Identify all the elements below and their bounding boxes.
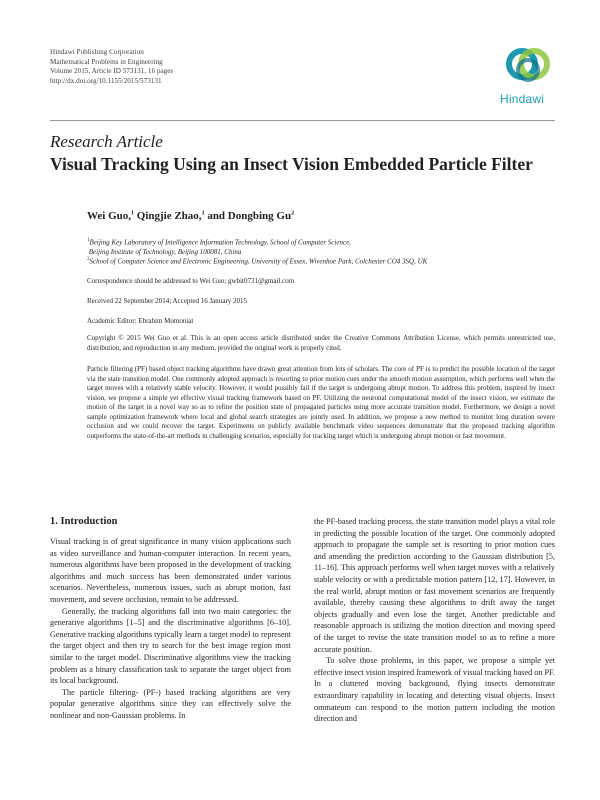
article-title: Visual Tracking Using an Insect Vision Embedded Particle Filter: [50, 154, 533, 174]
publisher-name: Hindawi Publishing Corporation: [50, 48, 144, 56]
journal-name: Mathematical Problems in Engineering: [50, 57, 163, 66]
left-column: [50, 536, 291, 722]
academic-editor: Academic Editor: Ebrahim Momoniat: [87, 317, 194, 325]
paragraph: Generally, the tracking algorithms fall into two main categories: the generative algorithms [1–5] and the discriminative algorithms [6–10]. Generative tracking algorithms typically learn a target model to represent the target object and then try to search for the best image region most similar to the target model. Discriminative algorithms view the tracking problem as a binary classification task to separate the target object from its local background.: [50, 606, 291, 686]
affiliation-mark: 2: [87, 257, 90, 262]
paragraph: the PF-based tracking process, the state transition model plays a vital role in predicting the possible location of the target. One commonly adopted approach to propagate the sample set is resorting to prior motion cues and amending the prediction according to the Gaussian distribution [5, 11–16]. This approach performs well when target moves with a relatively stable velocity or with a predictable motion pattern [12, 17]. However, in the real world, abrupt motion or fast movement scenarios are frequently available, thereby causing these algorithms to drift away the target objects gradually and even lose the target. Another predictable and reasonable approach is utilizing the motion direction and moving speed of the target to revise the state transition model so as to refine a more accurate position.: [314, 517, 556, 654]
section-heading-introduction: 1. Introduction: [50, 516, 118, 527]
affiliation-2: [87, 255, 557, 267]
affiliation-text: Beijing Institute of Technology, Beijing 100081, China: [88, 247, 242, 256]
author-affil-mark: 1: [131, 210, 135, 217]
hindawi-logo-icon: [504, 44, 552, 90]
paragraph: Visual tracking is of great significance in many vision applications such as video surveillance and human-computer interaction. In recent years, numerous algorithms have been proposed in the development of tracking algorithms and much success has been demonstrated under various scenarios. Nevertheless, numerous issues, such as abrupt motion, fast movement, and severe occlusion, remain to be addressed.: [50, 537, 291, 604]
received-accepted-dates: Received 22 September 2014; Accepted 16 January 2015: [87, 297, 247, 305]
affiliation-text: Beijing Key Laboratory of Intelligence Information Technology, School of Computer Science,: [89, 238, 351, 247]
author-name: and Dongbing Gu: [207, 210, 292, 222]
copyright-notice: Copyright © 2015 Wei Guo et al. This is an open access article distributed under the Creative Commons Attribution License, which permits unrestricted use, distribution, and reproduction in any medium, provided the original work is properly cited.: [87, 334, 555, 352]
paragraph: To solve those problems, in this paper, we propose a simple yet effective insect vision inspired framework of visual tracking based on PF. In a cluttered moving background, flying insects demonstrate extraordinary capability in locating and detecting visual objects. Insect ommateum can respond to the motion pattern including the motion direction and: [314, 656, 555, 724]
author-name: Qingjie Zhao,: [136, 210, 202, 222]
paragraph: The particle filtering- (PF-) based tracking algorithms are very popular generative algorithms since they can effectively solve the nonlinear and non-Gaussian problems. In: [50, 687, 291, 720]
right-column: [314, 516, 555, 725]
hindawi-logo-text: Hindawi: [500, 92, 545, 106]
author-list: [87, 210, 294, 222]
affiliation-text: School of Computer Science and Electronic Engineering, University of Essex, Wivenhoe Park, Colchester CO4 3SQ, UK: [89, 257, 428, 266]
publication-info: [50, 48, 173, 86]
abstract: Particle filtering (PF) based object tracking algorithms have drawn great attention from lots of scholars. The core of PF is to predict the possible location of the target via the state transition model. One commonly adopted approach is resorting to prior motion cues under the smooth motion assumption, which performs well when the target moves with a relatively stable velocity. However, it would possibly fail if the target is undergoing abrupt motion. To address this problem, inspired by insect vision, we propose a simple yet effective visual tracking framework based on PF. Utilizing the neuronal computational model of the insect vision, we estimate the motion of the target in a novel way so as to refine the position state of propagated particles using more accurate transition model. Furthermore, we design a novel sample optimization framework where local and global search strategies are jointly used. In addition, we propose a new method to monitor long duration severe occlusion and we could recover the target. Experiments on publicly available benchmark video sequences demonstrate that the proposed tracking algorithm outperforms the state-of-the-art methods in challenging scenarios, especially for tracking target which is undergoing abrupt motion or fast movement.: [87, 365, 555, 440]
header-divider: [50, 120, 555, 121]
affiliation-mark: 1: [87, 238, 90, 243]
correspondence: Correspondence should be addressed to Wei Guo; gwbit0731@gmail.com: [87, 277, 295, 285]
article-type: Research Article: [50, 132, 163, 151]
author-affil-mark: 2: [291, 210, 295, 217]
author-affil-mark: 1: [201, 210, 205, 217]
affiliation-1: [87, 236, 557, 257]
author-name: Wei Guo,: [87, 210, 132, 222]
doi-link[interactable]: http://dx.doi.org/10.1155/2015/573131: [50, 76, 162, 85]
volume-info: Volume 2015, Article ID 573131, 16 pages: [50, 67, 174, 76]
